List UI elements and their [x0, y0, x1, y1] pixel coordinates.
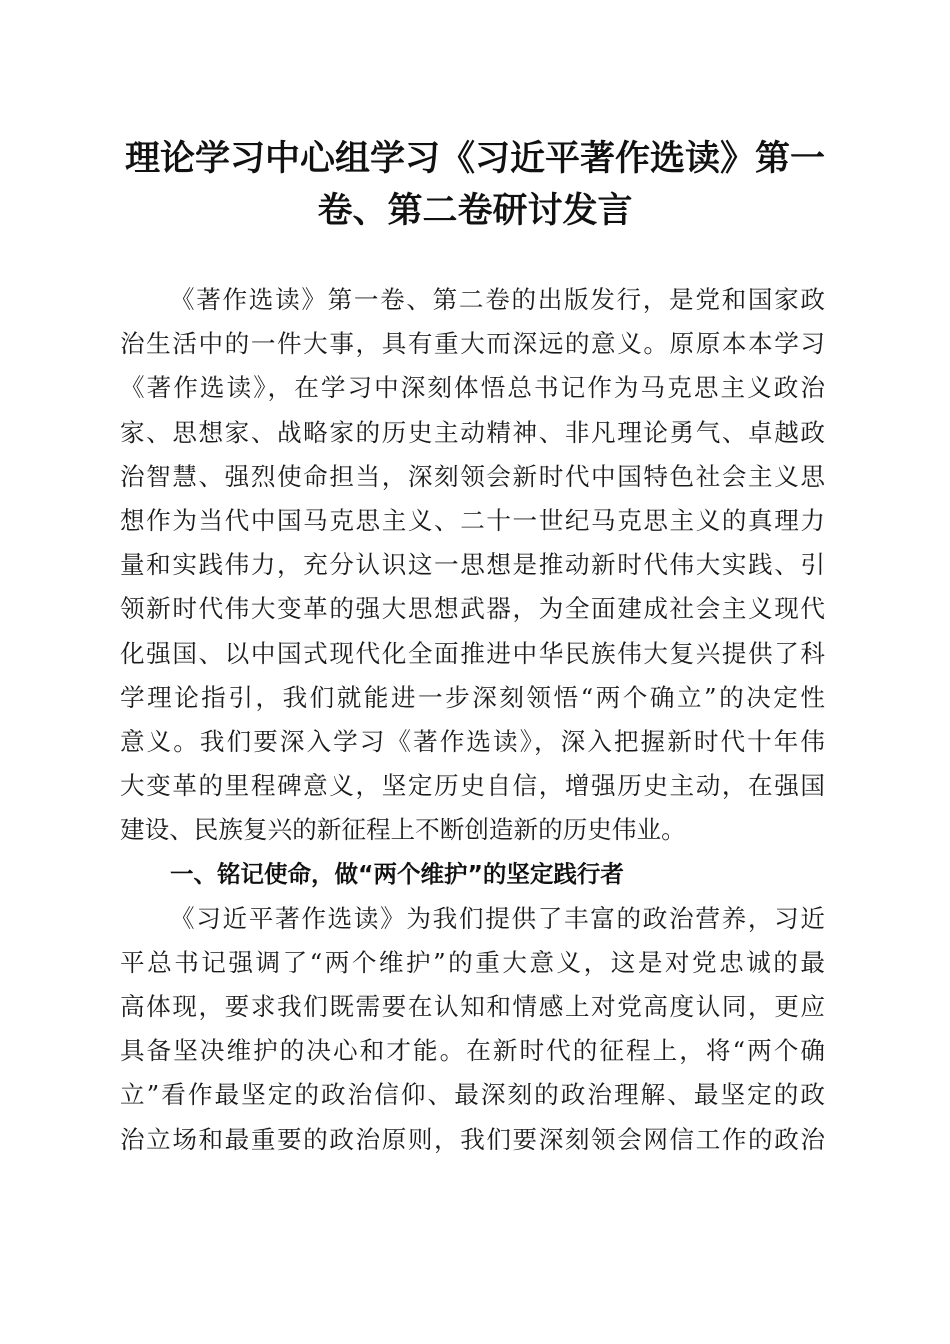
paragraph-line: 具备坚决维护的决心和才能。在新时代的征程上，将“两个确: [120, 1036, 825, 1066]
title-line: 卷、第二卷研讨发言: [317, 190, 633, 231]
paragraph-line: 化强国、以中国式现代化全面推进中华民族伟大复兴提供了科: [120, 638, 825, 668]
paragraph-line: 领新时代伟大变革的强大思想武器，为全面建成社会主义现代: [120, 594, 825, 624]
paragraph-line: 想作为当代中国马克思主义、二十一世纪马克思主义的真理力: [120, 505, 825, 535]
paragraph-line: 意义。我们要深入学习《著作选读》，深入把握新时代十年伟: [120, 726, 825, 756]
document-body: [120, 278, 825, 1162]
paragraph-line: 立”看作最坚定的政治信仰、最深刻的政治理解、最坚定的政: [120, 1080, 825, 1110]
document-title: [105, 133, 845, 237]
paragraph-line: 家、思想家、战略家的历史主动精神、非凡理论勇气、卓越政: [120, 417, 825, 447]
paragraph-line: 治智慧、强烈使命担当，深刻领会新时代中国特色社会主义思: [120, 461, 825, 491]
section-heading: 一、铭记使命，做“两个维护”的坚定践行者: [170, 860, 624, 889]
paragraph-line: 学理论指引，我们就能进一步深刻领悟“两个确立”的决定性: [120, 682, 825, 712]
paragraph-section1: [120, 897, 825, 1162]
paragraph-line: 《习近平著作选读》为我们提供了丰富的政治营养，习近: [170, 903, 825, 933]
paragraph-line: 建设、民族复兴的新征程上不断创造新的历史伟业。: [120, 815, 686, 845]
title-line: 理论学习中心组学习《习近平著作选读》第一: [124, 138, 825, 179]
paragraph-line: 大变革的里程碑意义，坚定历史自信，增强历史主动，在强国: [120, 771, 825, 801]
paragraph-line: 平总书记强调了“两个维护”的重大意义，这是对党忠诚的最: [120, 947, 825, 977]
paragraph-line: 《著作选读》，在学习中深刻体悟总书记作为马克思主义政治: [120, 373, 825, 403]
paragraph-line: 高体现，要求我们既需要在认知和情感上对党高度认同，更应: [120, 992, 825, 1021]
paragraph-line: 治立场和最重要的政治原则，我们要深刻领会网信工作的政治: [120, 1124, 825, 1154]
paragraph-line: 量和实践伟力，充分认识这一思想是推动新时代伟大实践、引: [120, 550, 825, 580]
paragraph-line: 《著作选读》第一卷、第二卷的出版发行，是党和国家政: [170, 285, 825, 314]
paragraph-intro: [120, 278, 825, 852]
paragraph-line: 治生活中的一件大事，具有重大而深远的意义。原原本本学习: [120, 329, 825, 359]
